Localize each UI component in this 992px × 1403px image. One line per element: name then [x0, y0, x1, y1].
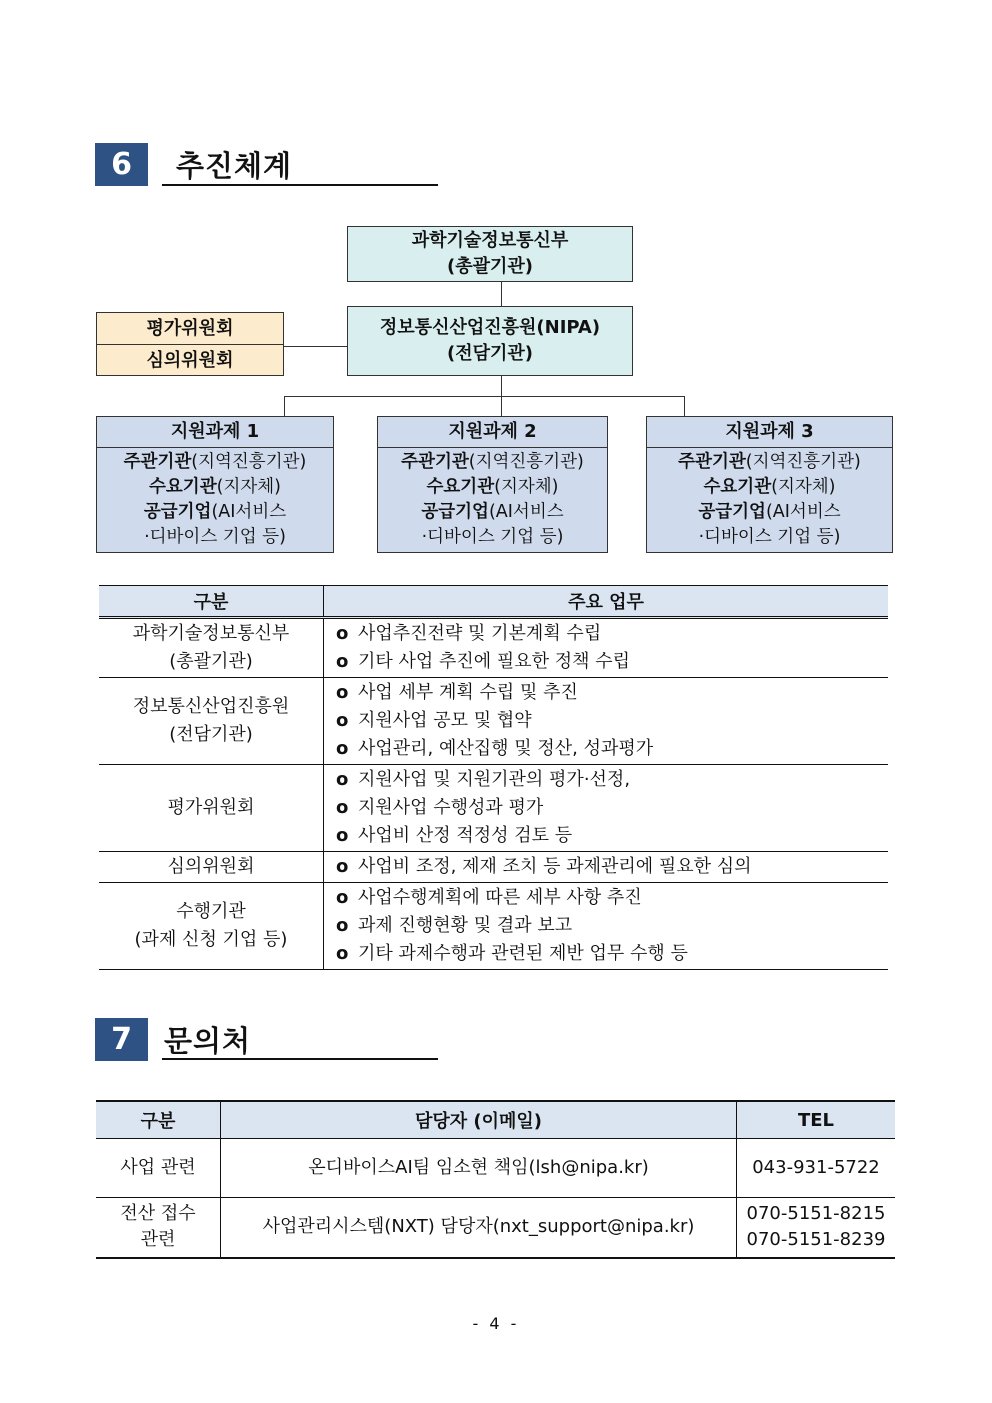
table-row: [99, 852, 888, 883]
contact-table: [96, 1100, 895, 1259]
task-demand-label: 수요기관: [426, 477, 495, 497]
contact-person: 사업관리시스템(NXT) 담당자(nxt_support@nipa.kr): [221, 1198, 737, 1258]
org-top-box: [347, 226, 633, 282]
connector-task-1: [284, 396, 285, 416]
task-supply-label: 공급기업: [143, 502, 212, 522]
task-lead: (지역진흥기관): [468, 452, 584, 472]
duties-category: 수행기관 (과제 신청 기업 등): [99, 883, 324, 970]
list-item: o 사업수행계획에 따른 세부 사항 추진: [336, 887, 642, 908]
list-item: o 사업 세부 계획 수립 및 추진: [336, 682, 578, 703]
duties-table: [99, 585, 888, 970]
duties-items: [324, 618, 889, 678]
duties-items: [324, 678, 889, 765]
list-item: o 기타 과제수행과 관련된 제반 업무 수행 등: [336, 943, 688, 964]
committee-evaluation: 평가위원회: [97, 313, 283, 345]
contact-tel: 043-931-5722: [737, 1139, 896, 1198]
connector-task-3: [684, 396, 685, 416]
duties-items: [324, 883, 889, 970]
task-supply-label: 공급기업: [421, 502, 489, 522]
task-lead: (지역진흥기관): [191, 452, 307, 472]
task-lead-label: 주관기관: [123, 452, 192, 472]
list-item: o 과제 진행현황 및 결과 보고: [336, 915, 573, 936]
contact-tel: 070-5151-8215 070-5151-8239: [737, 1198, 896, 1258]
duties-category: 과학기술정보통신부 (총괄기관): [99, 618, 324, 678]
contact-header-row: [96, 1101, 895, 1139]
section-6-number: 6: [95, 143, 148, 186]
list-item: o 사업비 산정 적정성 검토 등: [336, 825, 573, 846]
list-item: o 지원사업 수행성과 평가: [336, 797, 544, 818]
task-supply: (AI서비스: [488, 502, 564, 522]
task-lead: (지역진흥기관): [745, 452, 861, 472]
task-supply-cont: ·디바이스 기업 등): [144, 527, 286, 547]
duties-category: 평가위원회: [99, 765, 324, 852]
org-mid-box: [347, 306, 633, 376]
task-title: 지원과제 1: [97, 417, 333, 448]
contact-person: 온디바이스AI팀 임소현 책임(lsh@nipa.kr): [221, 1139, 737, 1198]
list-item: o 기타 사업 추진에 필요한 정책 수립: [336, 651, 631, 672]
connector-mid-down: [501, 376, 502, 396]
task-box-1: [96, 416, 334, 553]
duties-items: [324, 852, 889, 883]
org-top-name: 과학기술정보통신부: [411, 230, 569, 251]
section-6-title: 추진체계: [176, 149, 293, 183]
duties-category: 심의위원회: [99, 852, 324, 883]
duties-header-category: 구분: [99, 586, 324, 618]
table-row: [99, 678, 888, 765]
section-7-title: 문의처: [164, 1024, 252, 1058]
task-demand-label: 수요기관: [703, 477, 772, 497]
list-item: o 사업추진전략 및 기본계획 수립: [336, 623, 602, 644]
task-lead-label: 주관기관: [678, 452, 746, 472]
section-7-rule: [162, 1058, 438, 1060]
task-title: 지원과제 2: [378, 417, 607, 448]
table-row: [99, 883, 888, 970]
connector-branch: [284, 396, 685, 397]
section-7-number: 7: [95, 1018, 148, 1061]
duties-category: 정보통신산업진흥원 (전담기관): [99, 678, 324, 765]
task-supply-label: 공급기업: [698, 502, 766, 522]
table-row: [99, 618, 888, 678]
task-box-3: [646, 416, 893, 553]
list-item: o 지원사업 공모 및 협약: [336, 710, 532, 731]
contact-category: 사업 관련: [96, 1139, 221, 1198]
task-title: 지원과제 3: [647, 417, 892, 448]
list-item: o 사업관리, 예산집행 및 정산, 성과평가: [336, 738, 654, 759]
contact-header-category: 구분: [96, 1101, 221, 1139]
connector-task-2: [501, 396, 502, 416]
committee-box: [96, 312, 284, 376]
table-row: [99, 765, 888, 852]
task-supply: (AI서비스: [765, 502, 841, 522]
duties-items: [324, 765, 889, 852]
contact-category: 전산 접수 관련: [96, 1198, 221, 1258]
duties-header-tasks: 주요 업무: [324, 586, 889, 618]
table-row: [96, 1139, 895, 1198]
duties-header-row: [99, 586, 888, 618]
task-box-2: [377, 416, 608, 553]
task-demand: (지자체): [494, 477, 559, 497]
list-item: o 사업비 조정, 제재 조치 등 과제관리에 필요한 심의: [336, 856, 752, 877]
task-demand: (지자체): [216, 477, 281, 497]
connector-committee: [284, 346, 347, 347]
page-number: - 4 -: [472, 1314, 520, 1333]
section-6-rule: [162, 184, 438, 186]
table-row: [96, 1198, 895, 1258]
org-mid-name: 정보통신산업진흥원(NIPA): [379, 317, 601, 338]
contact-header-tel: TEL: [737, 1101, 896, 1139]
contact-header-person: 담당자 (이메일): [221, 1101, 737, 1139]
task-demand-label: 수요기관: [149, 477, 217, 497]
task-lead-label: 주관기관: [401, 452, 469, 472]
connector-top-mid: [501, 282, 502, 306]
task-supply-cont: ·디바이스 기업 등): [421, 527, 564, 547]
org-top-role: (총괄기관): [446, 256, 533, 277]
task-supply: (AI서비스: [211, 502, 287, 522]
task-supply-cont: ·디바이스 기업 등): [698, 527, 841, 547]
task-demand: (지자체): [771, 477, 836, 497]
org-mid-role: (전담기관): [446, 343, 533, 364]
list-item: o 지원사업 및 지원기관의 평가·선정,: [336, 769, 631, 790]
committee-deliberation: 심의위원회: [146, 350, 234, 371]
